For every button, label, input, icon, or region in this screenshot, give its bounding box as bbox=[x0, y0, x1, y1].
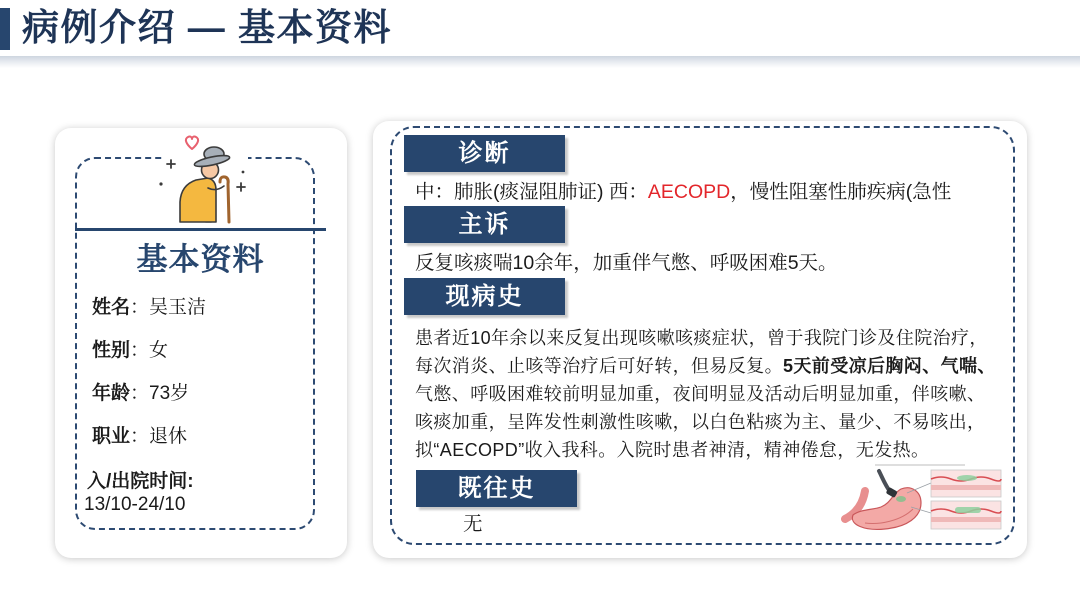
present-illness-emphasis: 5天前受凉后胸闷、气喘、 bbox=[783, 356, 996, 376]
field-value: 吴玉洁 bbox=[149, 297, 207, 318]
field-gender bbox=[92, 339, 168, 363]
field-label: 性别 bbox=[92, 340, 131, 361]
heart-icon bbox=[186, 136, 198, 149]
field-age bbox=[92, 382, 189, 406]
title-accent-bar bbox=[0, 8, 10, 50]
diagnosis-prefix: 中：肺胀(痰湿阻肺证) 西： bbox=[415, 181, 648, 203]
present-illness-text: 每次消炎、止咳等治疗后可好转，但易反复。 bbox=[415, 356, 783, 376]
field-separator: ： bbox=[130, 383, 150, 404]
endoscopy-illustration-image bbox=[835, 463, 1003, 532]
chief-complaint-label: 主诉 bbox=[404, 206, 565, 243]
medical-record-card bbox=[373, 121, 1027, 558]
title-divider bbox=[0, 56, 1080, 68]
field-name bbox=[92, 296, 206, 320]
field-occupation bbox=[92, 425, 187, 449]
diagnosis-label: 诊断 bbox=[404, 135, 565, 172]
diagnosis-text bbox=[415, 180, 951, 204]
past-history-text: 无 bbox=[463, 513, 483, 535]
present-illness-line: 咳痰加重，呈阵发性刺激性咳嗽，以白色粘痰为主、量少、不易咳出， bbox=[415, 412, 986, 432]
profile-divider bbox=[75, 228, 326, 231]
field-separator: ： bbox=[130, 297, 150, 318]
chief-complaint-text: 反复咳痰喘10余年，加重伴气憋、呼吸困难5天。 bbox=[415, 252, 838, 274]
field-value: 73岁 bbox=[149, 383, 190, 404]
admission-label: 入/出院时间: bbox=[87, 471, 194, 492]
admission-dates: 13/10-24/10 bbox=[84, 494, 186, 515]
present-illness-line bbox=[415, 352, 996, 380]
field-value: 退休 bbox=[149, 426, 188, 447]
diagnosis-suffix: ，慢性阻塞性肺疾病(急性 bbox=[730, 181, 952, 203]
field-value: 女 bbox=[149, 340, 169, 361]
diagnosis-highlight: AECOPD bbox=[647, 181, 731, 203]
profile-heading: 基本资料 bbox=[136, 242, 265, 277]
field-separator: ： bbox=[130, 340, 150, 361]
profile-card bbox=[55, 128, 347, 558]
present-illness-line: 气憋、呼吸困难较前明显加重，夜间明显及活动后明显加重，伴咳嗽、 bbox=[415, 384, 986, 404]
field-label: 职业 bbox=[92, 426, 131, 447]
field-label: 姓名 bbox=[92, 297, 131, 318]
slide-title: 病例介绍 — 基本资料 bbox=[22, 7, 393, 48]
present-illness-line: 患者近10年余以来反复出现咳嗽咳痰症状，曾于我院门诊及住院治疗， bbox=[415, 328, 988, 348]
elderly-person-icon bbox=[150, 130, 255, 225]
field-separator: ： bbox=[130, 426, 150, 447]
past-history-label: 既往史 bbox=[416, 470, 577, 507]
present-illness-line: 拟“AECOPD”收入我科。入院时患者神清，精神倦怠，无发热。 bbox=[415, 440, 930, 460]
present-illness-label: 现病史 bbox=[404, 278, 565, 315]
field-label: 年龄 bbox=[92, 383, 131, 404]
